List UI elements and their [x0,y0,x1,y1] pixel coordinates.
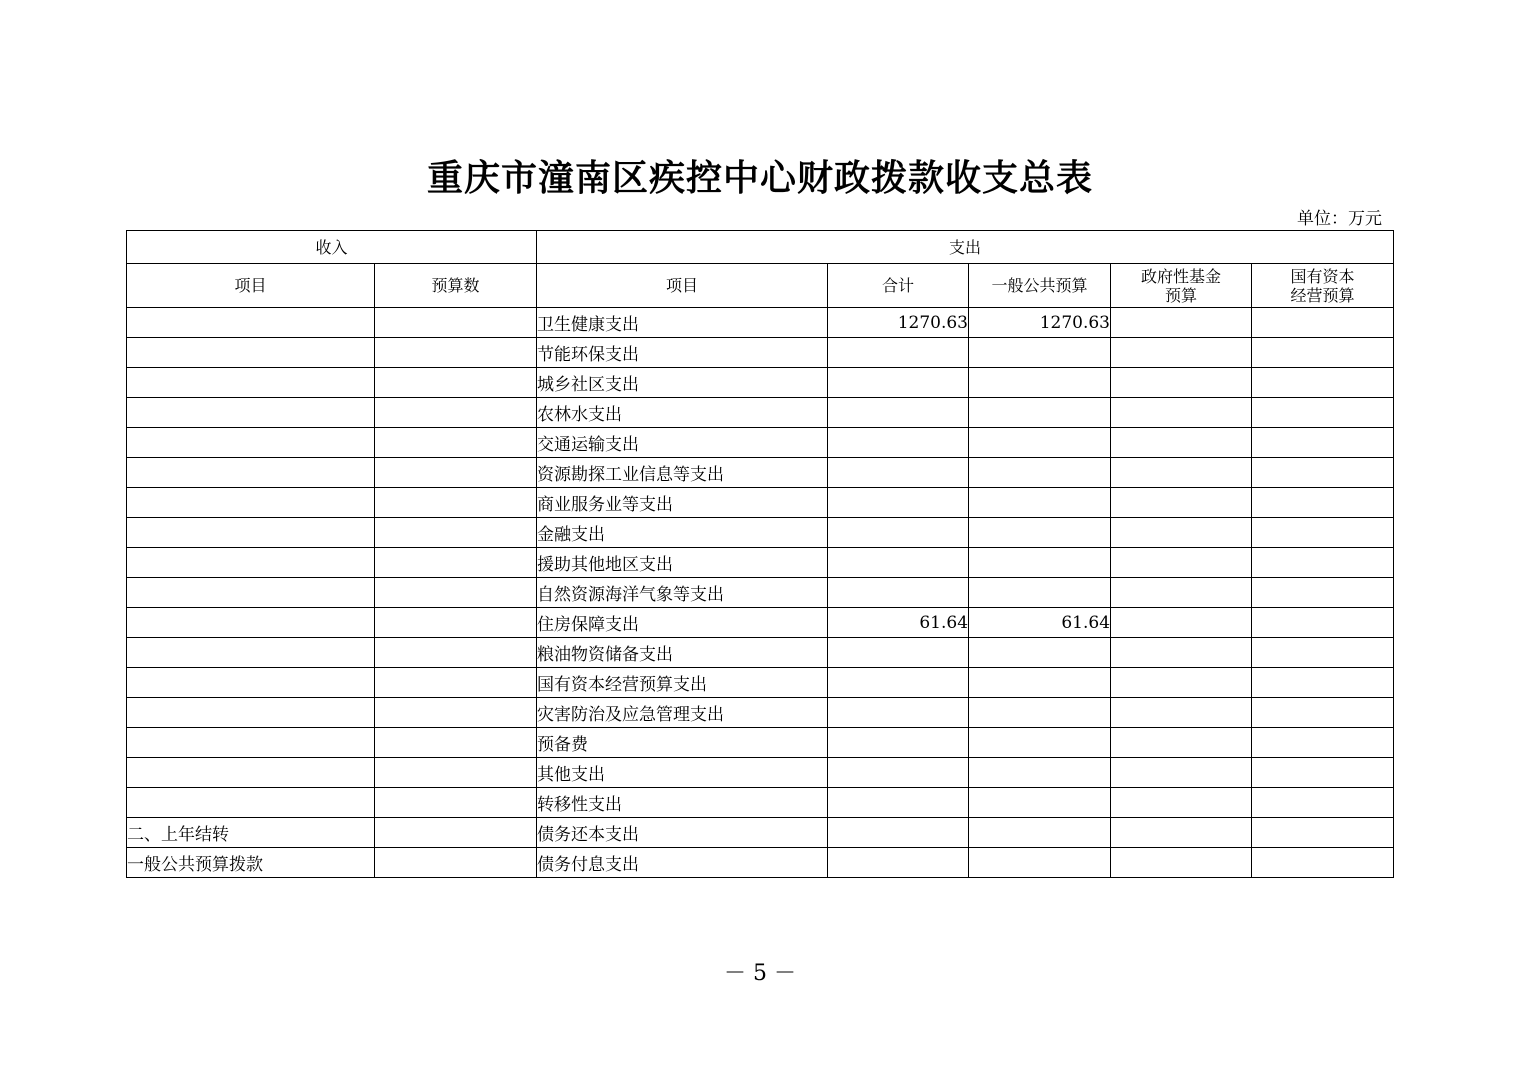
col-state-capital-budget-cell [1252,848,1394,878]
col-fund-budget-cell [1111,638,1252,668]
page-number: － 5 － [724,961,796,986]
col-income-budget-cell [375,608,537,638]
col-fund-budget-cell [1111,758,1252,788]
col-general-budget-cell [969,488,1111,518]
col-expense-item-cell: 其他支出 [537,758,828,788]
col-income-budget-cell [375,578,537,608]
col-income-budget-cell [375,788,537,818]
col-fund-budget-cell [1111,548,1252,578]
col-expense-item-cell: 转移性支出 [537,788,828,818]
col-income-item-cell [127,458,375,488]
col-expense-item-cell: 国有资本经营预算支出 [537,668,828,698]
table-row [127,578,1394,608]
col-fund-budget-cell [1111,848,1252,878]
col-general-budget-cell [969,398,1111,428]
col-state-capital-budget-cell [1252,608,1394,638]
col-state-capital-budget-cell [1252,338,1394,368]
col-income-item-cell [127,758,375,788]
col-expense-item-cell: 援助其他地区支出 [537,548,828,578]
col-total-cell [828,368,969,398]
col-general-budget-cell [969,728,1111,758]
col-expense-item-cell: 金融支出 [537,518,828,548]
col-income-budget-cell [375,758,537,788]
col-expense-item-cell: 农林水支出 [537,398,828,428]
col-state-capital-budget-cell [1252,758,1394,788]
col-total-cell [828,848,969,878]
col-general-budget-cell: 61.64 [969,608,1111,638]
col-fund-budget-cell [1111,608,1252,638]
table-row [127,788,1394,818]
col-total-cell [828,758,969,788]
col-income-item-cell [127,548,375,578]
col-income-budget-header: 预算数 [375,264,537,308]
col-general-budget-cell [969,788,1111,818]
col-income-budget-cell [375,398,537,428]
table-row [127,368,1394,398]
col-fund-budget-cell [1111,398,1252,428]
col-fund-budget-cell [1111,578,1252,608]
col-income-item-cell [127,368,375,398]
col-income-budget-cell [375,428,537,458]
col-income-item-cell [127,638,375,668]
col-general-budget-cell [969,368,1111,398]
col-state-capital-budget-cell [1252,728,1394,758]
col-expense-item-cell: 粮油物资储备支出 [537,638,828,668]
col-income-item-cell [127,608,375,638]
col-total-cell [828,548,969,578]
col-fund-budget-cell [1111,698,1252,728]
col-income-item-cell [127,728,375,758]
col-income-budget-cell [375,638,537,668]
table-row [127,308,1394,338]
col-total-cell [828,668,969,698]
col-expense-item-cell: 住房保障支出 [537,608,828,638]
unit-label: 单位：万元 [1297,209,1382,229]
col-state-capital-budget-cell [1252,488,1394,518]
col-total-cell [828,338,969,368]
col-expense-item-cell: 债务付息支出 [537,848,828,878]
table-row [127,608,1394,638]
col-fund-budget-cell [1111,368,1252,398]
col-state-capital-budget-cell [1252,308,1394,338]
col-income-item-cell [127,698,375,728]
col-fund-budget-cell [1111,818,1252,848]
col-total-cell [828,578,969,608]
col-expense-item-cell: 节能环保支出 [537,338,828,368]
col-expense-item-header: 项目 [537,264,828,308]
col-general-budget-cell [969,338,1111,368]
col-expense-item-cell: 资源勘探工业信息等支出 [537,458,828,488]
col-state-capital-budget-cell [1252,788,1394,818]
col-total-cell [828,638,969,668]
col-income-budget-cell [375,458,537,488]
col-total-cell [828,788,969,818]
col-general-budget-cell [969,818,1111,848]
col-fund-budget-cell [1111,728,1252,758]
table-row [127,548,1394,578]
col-total-cell: 1270.63 [828,308,969,338]
col-income-budget-cell [375,728,537,758]
col-income-item-cell [127,668,375,698]
col-income-budget-cell [375,488,537,518]
table-row [127,638,1394,668]
col-income-item-cell [127,518,375,548]
col-income-budget-cell [375,668,537,698]
col-general-budget-header: 一般公共预算 [969,264,1111,308]
col-general-budget-cell [969,548,1111,578]
col-income-item-cell [127,488,375,518]
table-row [127,458,1394,488]
col-general-budget-cell: 1270.63 [969,308,1111,338]
table-row [127,668,1394,698]
col-expense-item-cell: 城乡社区支出 [537,368,828,398]
col-total-cell [828,458,969,488]
col-state-capital-budget-cell [1252,458,1394,488]
col-general-budget-cell [969,518,1111,548]
col-state-capital-budget-cell [1252,428,1394,458]
table-row [127,518,1394,548]
col-income-budget-cell [375,818,537,848]
col-fund-budget-cell [1111,428,1252,458]
col-total-cell [828,728,969,758]
col-income-budget-cell [375,698,537,728]
col-income-item-cell [127,308,375,338]
col-general-budget-cell [969,848,1111,878]
col-fund-budget-cell [1111,308,1252,338]
col-expense-item-cell: 交通运输支出 [537,428,828,458]
col-total-cell [828,488,969,518]
col-general-budget-cell [969,758,1111,788]
col-income-item-cell: 一般公共预算拨款 [127,848,375,878]
col-expense-item-cell: 预备费 [537,728,828,758]
col-state-capital-budget-cell [1252,548,1394,578]
expense-header: 支出 [537,231,1394,264]
col-fund-budget-cell [1111,668,1252,698]
budget-table [126,230,1394,878]
income-header: 收入 [127,231,537,264]
col-expense-item-cell: 债务还本支出 [537,818,828,848]
col-state-capital-budget-cell [1252,818,1394,848]
col-fund-budget-cell [1111,488,1252,518]
header-row-group [127,231,1394,264]
col-fund-budget-header: 政府性基金 预算 [1111,264,1252,308]
col-fund-budget-cell [1111,458,1252,488]
col-state-capital-budget-cell [1252,518,1394,548]
col-fund-budget-cell [1111,788,1252,818]
col-general-budget-cell [969,698,1111,728]
table-row [127,848,1394,878]
table-body [127,308,1394,878]
col-income-item-header: 项目 [127,264,375,308]
col-state-capital-budget-cell [1252,668,1394,698]
col-general-budget-cell [969,578,1111,608]
col-state-capital-budget-cell [1252,578,1394,608]
col-expense-item-cell: 自然资源海洋气象等支出 [537,578,828,608]
table-row [127,338,1394,368]
col-income-item-cell [127,788,375,818]
col-fund-budget-cell [1111,518,1252,548]
table-row [127,818,1394,848]
col-state-capital-budget-header: 国有资本 经营预算 [1252,264,1394,308]
col-expense-item-cell: 卫生健康支出 [537,308,828,338]
col-income-item-cell [127,428,375,458]
col-expense-item-cell: 灾害防治及应急管理支出 [537,698,828,728]
col-expense-item-cell: 商业服务业等支出 [537,488,828,518]
col-total-cell [828,818,969,848]
table-row [127,488,1394,518]
header-row-columns [127,264,1394,308]
col-income-budget-cell [375,518,537,548]
col-income-budget-cell [375,308,537,338]
col-total-cell [828,518,969,548]
col-income-budget-cell [375,338,537,368]
col-general-budget-cell [969,668,1111,698]
col-state-capital-budget-cell [1252,638,1394,668]
col-total-header: 合计 [828,264,969,308]
col-total-cell [828,698,969,728]
col-state-capital-budget-cell [1252,398,1394,428]
col-fund-budget-cell [1111,338,1252,368]
col-general-budget-cell [969,458,1111,488]
page-title: 重庆市潼南区疾控中心财政拨款收支总表 [426,158,1093,199]
col-total-cell [828,428,969,458]
col-general-budget-cell [969,638,1111,668]
col-income-budget-cell [375,848,537,878]
col-state-capital-budget-cell [1252,698,1394,728]
col-income-item-cell: 二、上年结转 [127,818,375,848]
col-total-cell [828,398,969,428]
col-income-item-cell [127,338,375,368]
col-state-capital-budget-cell [1252,368,1394,398]
table-row [127,398,1394,428]
table-row [127,758,1394,788]
col-income-item-cell [127,578,375,608]
col-total-cell: 61.64 [828,608,969,638]
col-general-budget-cell [969,428,1111,458]
table-row [127,728,1394,758]
table-row [127,428,1394,458]
col-income-item-cell [127,398,375,428]
col-income-budget-cell [375,548,537,578]
col-income-budget-cell [375,368,537,398]
table-row [127,698,1394,728]
